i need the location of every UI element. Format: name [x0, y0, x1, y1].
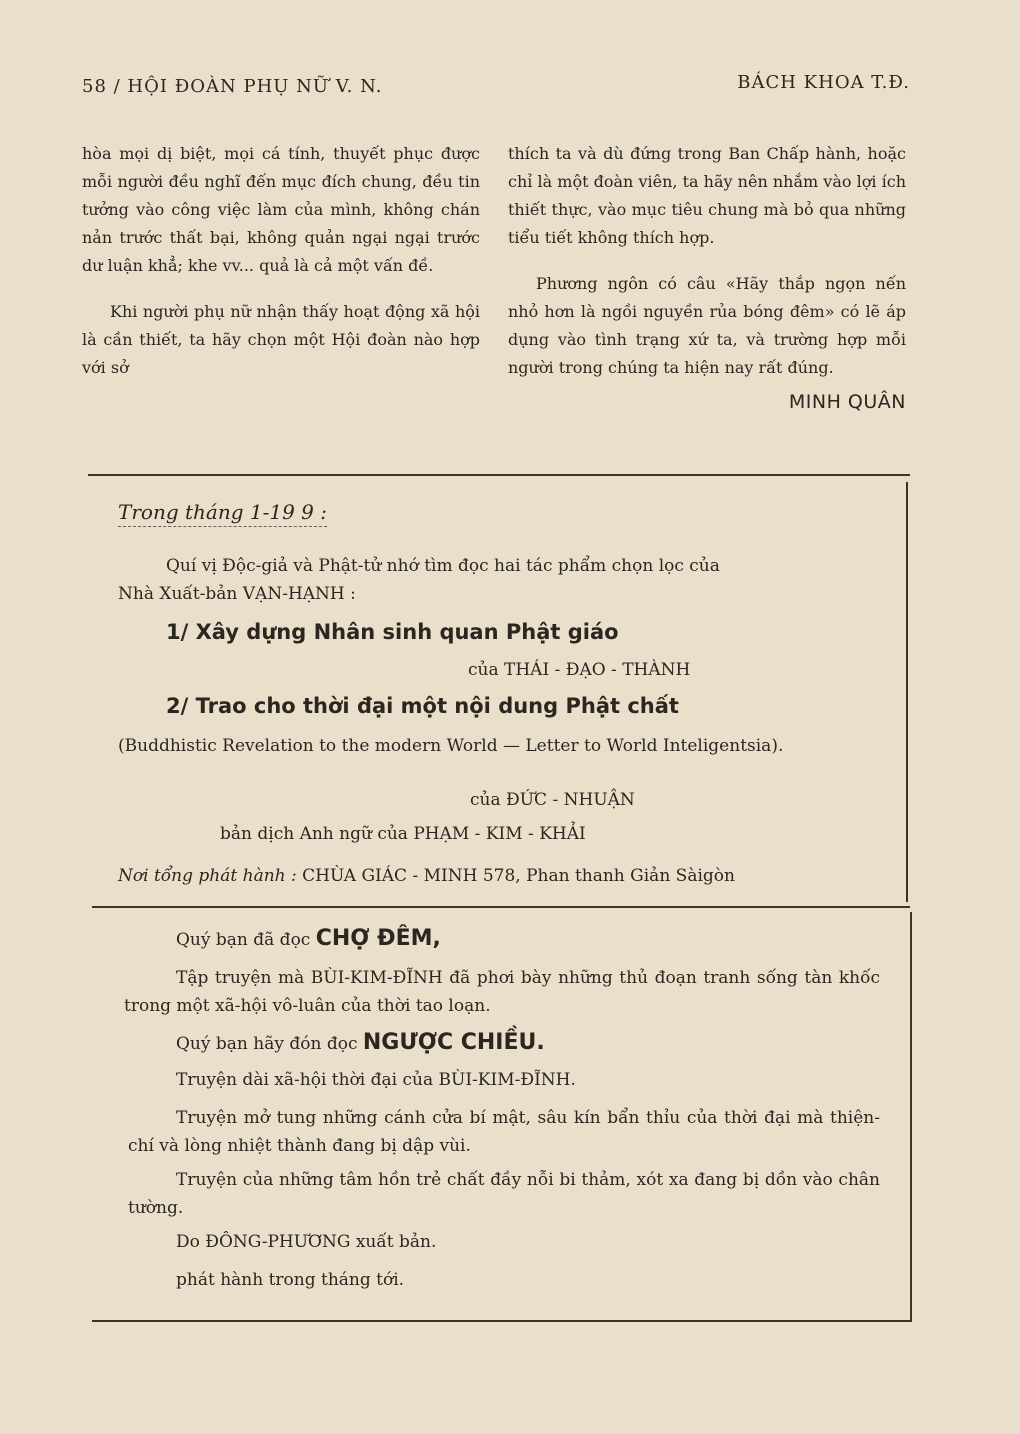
novel-title: CHỢ ĐÊM, [315, 926, 441, 951]
ad-paragraph: Truyện của những tâm hồn trẻ chất đầy nỗi bi thảm, xót xa đang bị dồn vào chân tường. [128, 1170, 880, 1218]
page-header [82, 72, 910, 106]
ad-intro-line: Quí vị Độc-giả và Phật-tử nhớ tìm đọc hai tác phẩm chọn lọc của [166, 556, 720, 576]
header-right: BÁCH KHOA T.Đ. [737, 72, 910, 93]
book-title: 1/ Xây dựng Nhân sinh quan Phật giáo [166, 620, 619, 644]
book-advertisement-box [92, 482, 908, 902]
divider-rule [88, 474, 910, 476]
article-paragraph: hòa mọi dị biệt, mọi cá tính, thuyết phục được mỗi người đều nghĩ đến mục đích chung, đều tin tưởng vào công việc làm của mình, không chán nản trước thất bại, không quản ngại ngại trước dư luận khẳ; khe vv... quả là cả một vấn đề. [82, 144, 480, 275]
ad-line [176, 1030, 545, 1055]
ad-line [176, 926, 441, 951]
release-line: phát hành trong tháng tới. [176, 1270, 405, 1290]
distributor-line [118, 866, 735, 886]
book-author: của ĐỨC - NHUẬN [470, 790, 635, 810]
article-paragraph: Phương ngôn có câu «Hãy thắp ngọn nến nhỏ hơn là ngồi nguyền rủa bóng đêm» có lẽ áp dụng vào tình trạng xứ ta, và trường hợp mỗi người trong chúng ta hiện nay rất đúng. [508, 274, 906, 377]
ad-line: Truyện dài xã-hội thời đại của BÙI-KIM-ĐĨNH. [176, 1070, 576, 1090]
article-paragraph: thích ta và dù đứng trong Ban Chấp hành, hoặc chỉ là một đoàn viên, ta hãy nên nhắm vào lợi ích thiết thực, vào mục tiêu chung mà bỏ qua những tiểu tiết không thích hợp. [508, 144, 906, 247]
book-author: của THÁI - ĐẠO - THÀNH [468, 660, 691, 680]
book-translator: bản dịch Anh ngữ của PHẠM - KIM - KHẢI [220, 824, 586, 844]
publisher-line: Do ĐÔNG-PHƯƠNG xuất bản. [176, 1232, 437, 1252]
distributor-address: CHÙA GIÁC - MINH 578, Phan thanh Giản Sàigòn [302, 866, 735, 886]
book-description: (Buddhistic Revelation to the modern World — Letter to World Inteligentsia). [118, 736, 784, 756]
book-title: 2/ Trao cho thời đại một nội dung Phật chất [166, 694, 679, 718]
ad-line-prefix: Quý bạn hãy đón đọc [176, 1034, 358, 1054]
author-signature: MINH QUÂN [788, 391, 906, 413]
distributor-label: Nơi tổng phát hành : [118, 866, 297, 886]
novel-title: NGƯỢC CHIỀU. [362, 1030, 545, 1055]
article-right-column [508, 140, 906, 416]
ad-line-prefix: Quý bạn đã đọc [176, 930, 311, 950]
ad-paragraph: Truyện mở tung những cánh cửa bí mật, sâu kín bẩn thỉu của thời đại mà thiện-chí và lòng nhiệt thành đang bị dập vùi. [128, 1108, 880, 1156]
ad-paragraph: Tập truyện mà BÙI-KIM-ĐĨNH đã phơi bày những thủ đoạn tranh sống tàn khốc trong một xã-hội vô-luân của thời tao loạn. [124, 968, 880, 1016]
article-paragraph: Khi người phụ nữ nhận thấy hoạt động xã hội là cần thiết, ta hãy chọn một Hội đoàn nào hợp với sở [82, 302, 480, 377]
divider-rule [92, 906, 910, 908]
ad-intro-line: Nhà Xuất-bản VẠN-HẠNH : [118, 584, 356, 604]
article-left-column [82, 140, 480, 402]
ad-title: Trong tháng 1-19 9 : [118, 500, 327, 527]
novel-advertisement-box [92, 912, 912, 1322]
header-left: 58 / HỘI ĐOÀN PHỤ NỮ V. N. [82, 76, 383, 97]
